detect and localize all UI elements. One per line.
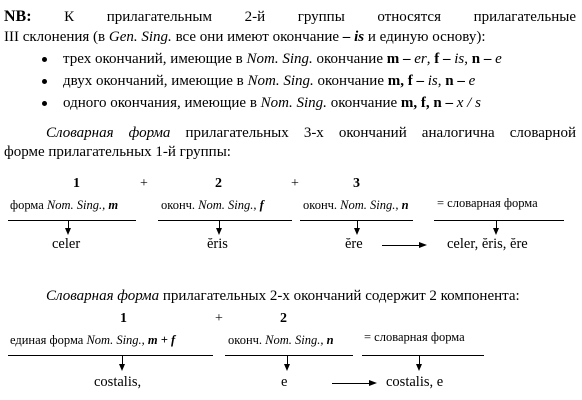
down-arrow-icon — [493, 228, 499, 235]
down-arrow-icon — [119, 364, 125, 371]
plus-sign: + — [291, 176, 299, 191]
underline — [362, 355, 484, 356]
component-label: форма Nom. Sing., m — [10, 198, 119, 212]
intro-line-2: III склонения (в Gen. Sing. все они имеют окончание – is и единую основу): — [4, 29, 486, 45]
component-label: оконч. Nom. Sing., f — [161, 198, 264, 212]
equals-dictionary-form: = словарная форма — [364, 330, 465, 344]
component-label: единая форма Nom. Sing., m + f — [10, 333, 176, 347]
equals-dictionary-form: = словарная форма — [437, 196, 538, 210]
right-arrow-icon — [382, 245, 420, 246]
down-arrow-icon — [354, 228, 360, 235]
paragraph-dictionary-form-2: Словарная форма прилагательных 2-х окончаний содержит 2 компонента: — [46, 288, 520, 304]
underline — [8, 220, 136, 221]
bullet-dot-icon — [42, 57, 47, 62]
bullet-dot-icon — [42, 101, 47, 106]
example-word: celer — [52, 236, 81, 252]
underline — [225, 355, 353, 356]
bullet-three-endings: трех окончаний, имеющие в Nom. Sing. окончание m – er, f – is, n – e — [63, 50, 502, 68]
bullet-two-endings: двух окончаний, имеющие в Nom. Sing. окончание m, f – is, n – e — [63, 72, 475, 90]
down-arrow-icon — [216, 228, 222, 235]
underline — [434, 220, 564, 221]
right-arrow-icon — [332, 383, 370, 384]
dictionary-form-result: costalis, e — [386, 374, 444, 390]
down-arrow-icon — [284, 364, 290, 371]
example-word: e — [281, 374, 288, 390]
intro-line-1: NB: К прилагательным 2-й группы относятся прилагательные — [4, 8, 576, 25]
component-label: оконч. Nom. Sing., n — [228, 333, 334, 347]
component-number: 1 — [73, 176, 80, 191]
right-arrow-icon — [419, 242, 427, 248]
component-number: 2 — [280, 311, 287, 326]
dictionary-form-result: celer, ĕris, ĕre — [447, 236, 528, 252]
underline — [158, 220, 292, 221]
component-label: оконч. Nom. Sing., n — [303, 198, 409, 212]
down-arrow-icon — [65, 228, 71, 235]
nb-label: NB: — [4, 8, 32, 25]
underline — [8, 355, 213, 356]
component-number: 3 — [353, 176, 360, 191]
right-arrow-icon — [369, 380, 377, 386]
example-word: ĕris — [207, 236, 228, 252]
component-number: 2 — [215, 176, 222, 191]
paragraph-dictionary-form-3-line-2: форме прилагательных 1-й группы: — [4, 144, 231, 160]
paragraph-dictionary-form-3: Словарная форма прилагательных 3-х окончаний аналогична словарной — [46, 125, 576, 141]
plus-sign: + — [215, 311, 223, 326]
bullet-one-ending: одного окончания, имеющие в Nom. Sing. окончание m, f, n – x / s — [63, 94, 481, 112]
plus-sign: + — [140, 176, 148, 191]
down-arrow-icon — [416, 364, 422, 371]
example-word: ĕre — [345, 236, 363, 252]
bullet-dot-icon — [42, 79, 47, 84]
example-word: costalis, — [94, 374, 142, 390]
component-number: 1 — [120, 311, 127, 326]
